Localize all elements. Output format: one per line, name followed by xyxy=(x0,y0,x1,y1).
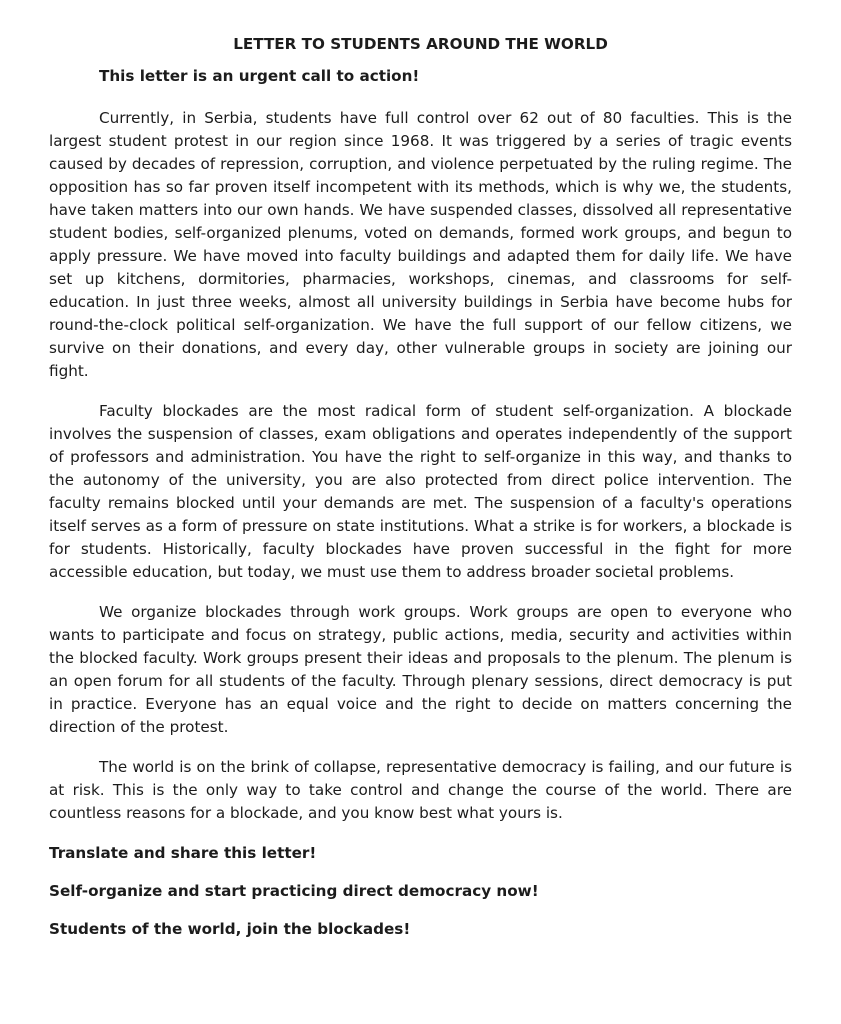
paragraph-work-groups: We organize blockades through work groups. Work groups are open to everyone who wants to participate and focus on strategy, public actions, media, security and activities within the blocked faculty. Work groups present their ideas and proposals to the plenum. The plenum is an open forum for all students of the faculty. Through plenary sessions, direct democracy is put in practice. Everyone has an equal voice and the right to decide on matters concerning the direction of the protest. xyxy=(49,603,792,736)
paragraph-blockades: Faculty blockades are the most radical form of student self-organization. A blockade involves the suspension of classes, exam obligations and operates independently of the support of professors and administration. You have the right to self-organize in this way, and thanks to the autonomy of the university, you are also protected from direct police intervention. The faculty remains blocked until your demands are met. The suspension of a faculty's operations itself serves as a form of pressure on state institutions. What a strike is for workers, a blockade is for students. Historically, faculty blockades have proven successful in the fight for more accessible education, but today, we must use them to address broader societal problems. xyxy=(49,402,792,581)
urgent-callout: This letter is an urgent call to action! xyxy=(99,67,420,85)
closing-translate: Translate and share this letter! xyxy=(49,844,317,862)
letter-title: LETTER TO STUDENTS AROUND THE WORLD xyxy=(233,35,608,53)
paragraph-situation: Currently, in Serbia, students have full control over 62 out of 80 faculties. This is the largest student protest in our region since 1968. It was triggered by a series of tragic events caused by decades of repression, corruption, and violence perpetuated by the ruling regime. The opposition has so far proven itself incompetent with its methods, which is why we, the students, have taken matters into our own hands. We have suspended classes, dissolved all representative student bodies, self-organized plenums, voted on demands, formed work groups, and begun to apply pressure. We have moved into faculty buildings and adapted them for daily life. We have set up kitchens, dormitories, pharmacies, workshops, cinemas, and classrooms for self-education. In just three weeks, almost all university buildings in Serbia have become hubs for round-the-clock political self-organization. We have the full support of our fellow citizens, we survive on their donations, and every day, other vulnerable groups in society are joining our fight. xyxy=(49,109,792,380)
paragraph-world: The world is on the brink of collapse, representative democracy is failing, and our future is at risk. This is the only way to take control and change the course of the world. There are countless reasons for a blockade, and you know best what yours is. xyxy=(49,758,792,822)
closing-self-organize: Self-organize and start practicing direct democracy now! xyxy=(49,882,539,900)
closing-join: Students of the world, join the blockades! xyxy=(49,920,411,938)
